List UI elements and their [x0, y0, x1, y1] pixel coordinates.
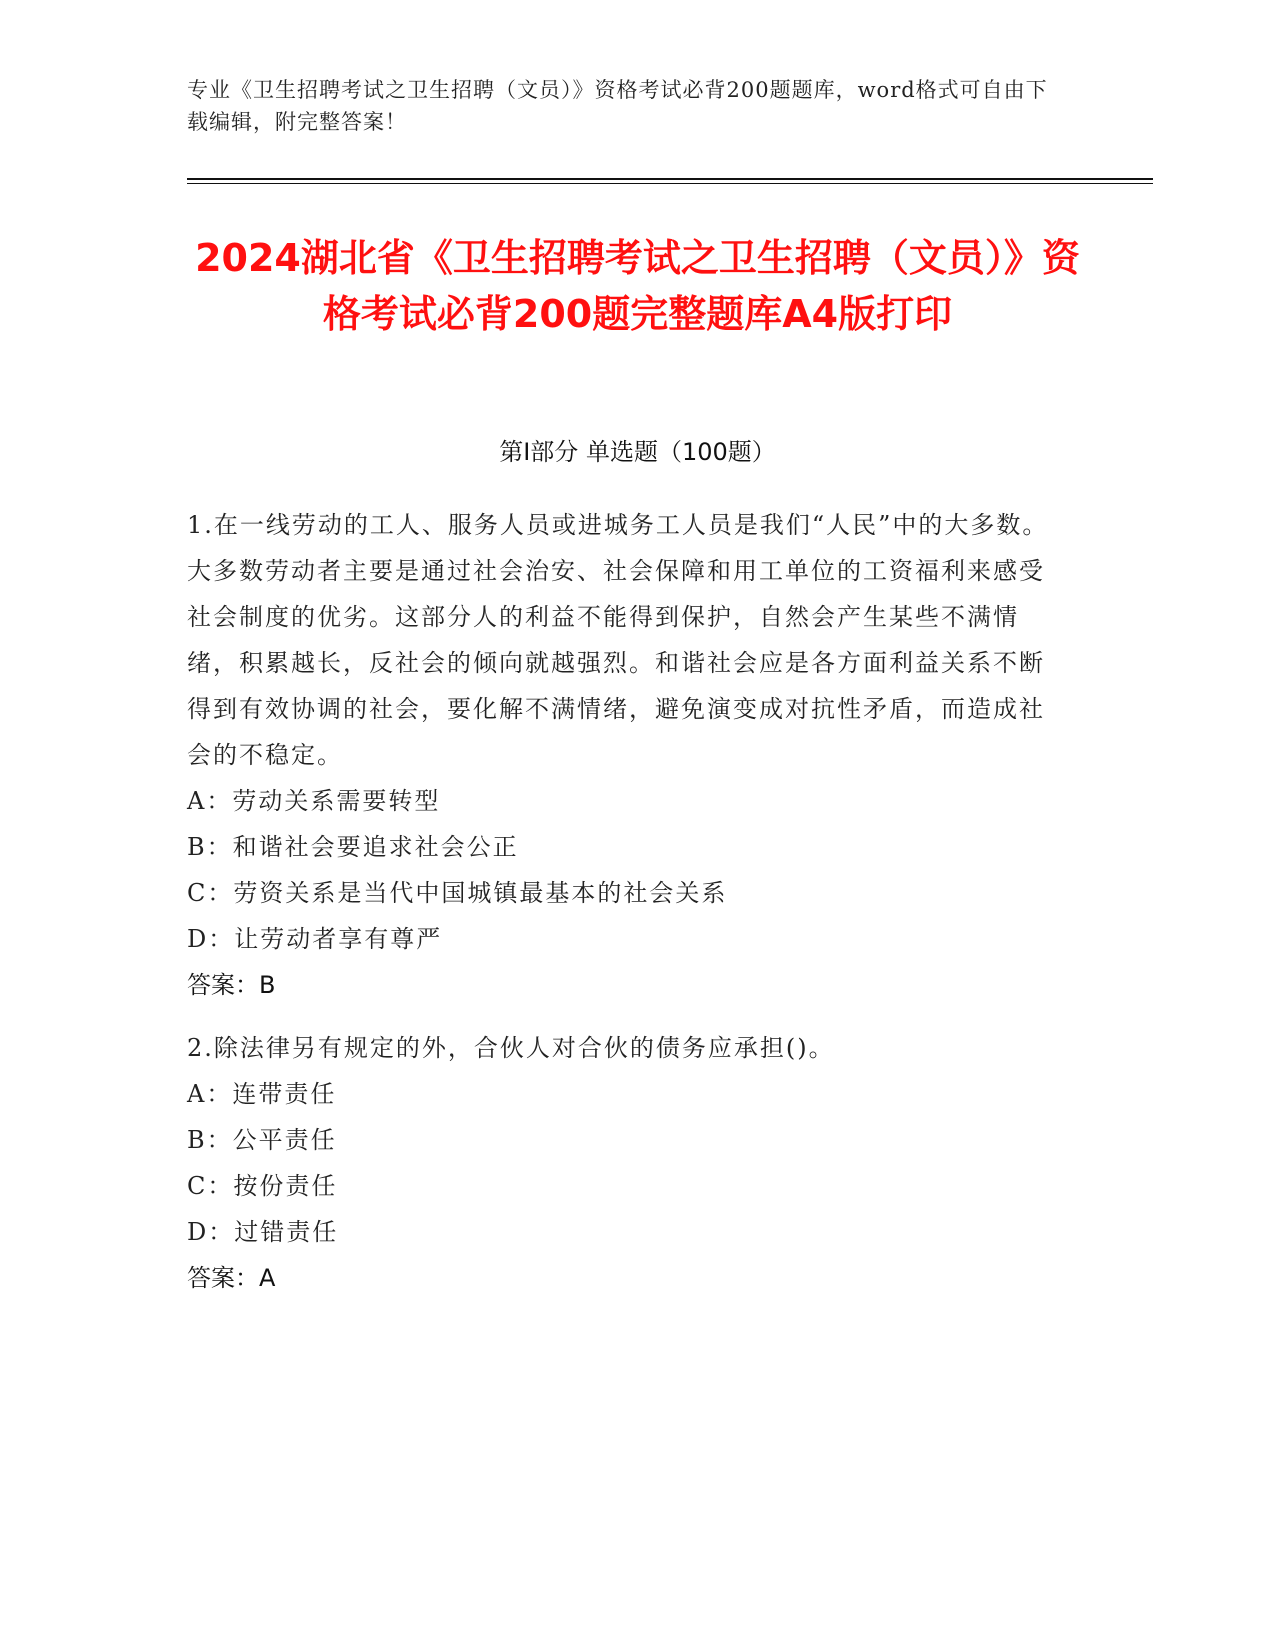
- question-text: 2.除法律另有规定的外，合伙人对合伙的债务应承担()。: [187, 1034, 835, 1062]
- option-b: B：和谐社会要追求社会公正: [187, 833, 519, 861]
- option-d: D：让劳动者享有尊严: [187, 925, 443, 953]
- question-2: [187, 1025, 1057, 1301]
- option-c: C：按份责任: [187, 1172, 338, 1200]
- option-b: B：公平责任: [187, 1126, 337, 1154]
- header-divider-thin: [187, 183, 1153, 184]
- section-title: 第Ⅰ部分 单选题（100题）: [499, 438, 776, 466]
- document-title: 2024湖北省《卫生招聘考试之卫生招聘（文员）》资格考试必背200题完整题库A4版打印: [195, 236, 1080, 336]
- answer: 答案：A: [187, 1264, 276, 1292]
- question-text: 1.在一线劳动的工人、服务人员或进城务工人员是我们“人民”中的大多数。大多数劳动者主要是通过社会治安、社会保障和用工单位的工资福利来感受社会制度的优劣。这部分人的利益不能得到保护，自然会产生某些不满情绪，积累越长，反社会的倾向就越强烈。和谐社会应是各方面利益关系不断得到有效协调的社会，要化解不满情绪，避免演变成对抗性矛盾，而造成社会的不稳定。: [187, 511, 1049, 769]
- option-a: A：连带责任: [187, 1080, 337, 1108]
- option-d: D：过错责任: [187, 1218, 339, 1246]
- header-divider-thick: [187, 178, 1153, 180]
- question-1: [187, 502, 1057, 1008]
- header-note: 专业《卫生招聘考试之卫生招聘（文员）》资格考试必背200题题库，word格式可自由下载编辑，附完整答案！: [187, 78, 1048, 134]
- option-c: C：劳资关系是当代中国城镇最基本的社会关系: [187, 879, 728, 907]
- answer: 答案：B: [187, 971, 276, 999]
- option-a: A：劳动关系需要转型: [187, 787, 441, 815]
